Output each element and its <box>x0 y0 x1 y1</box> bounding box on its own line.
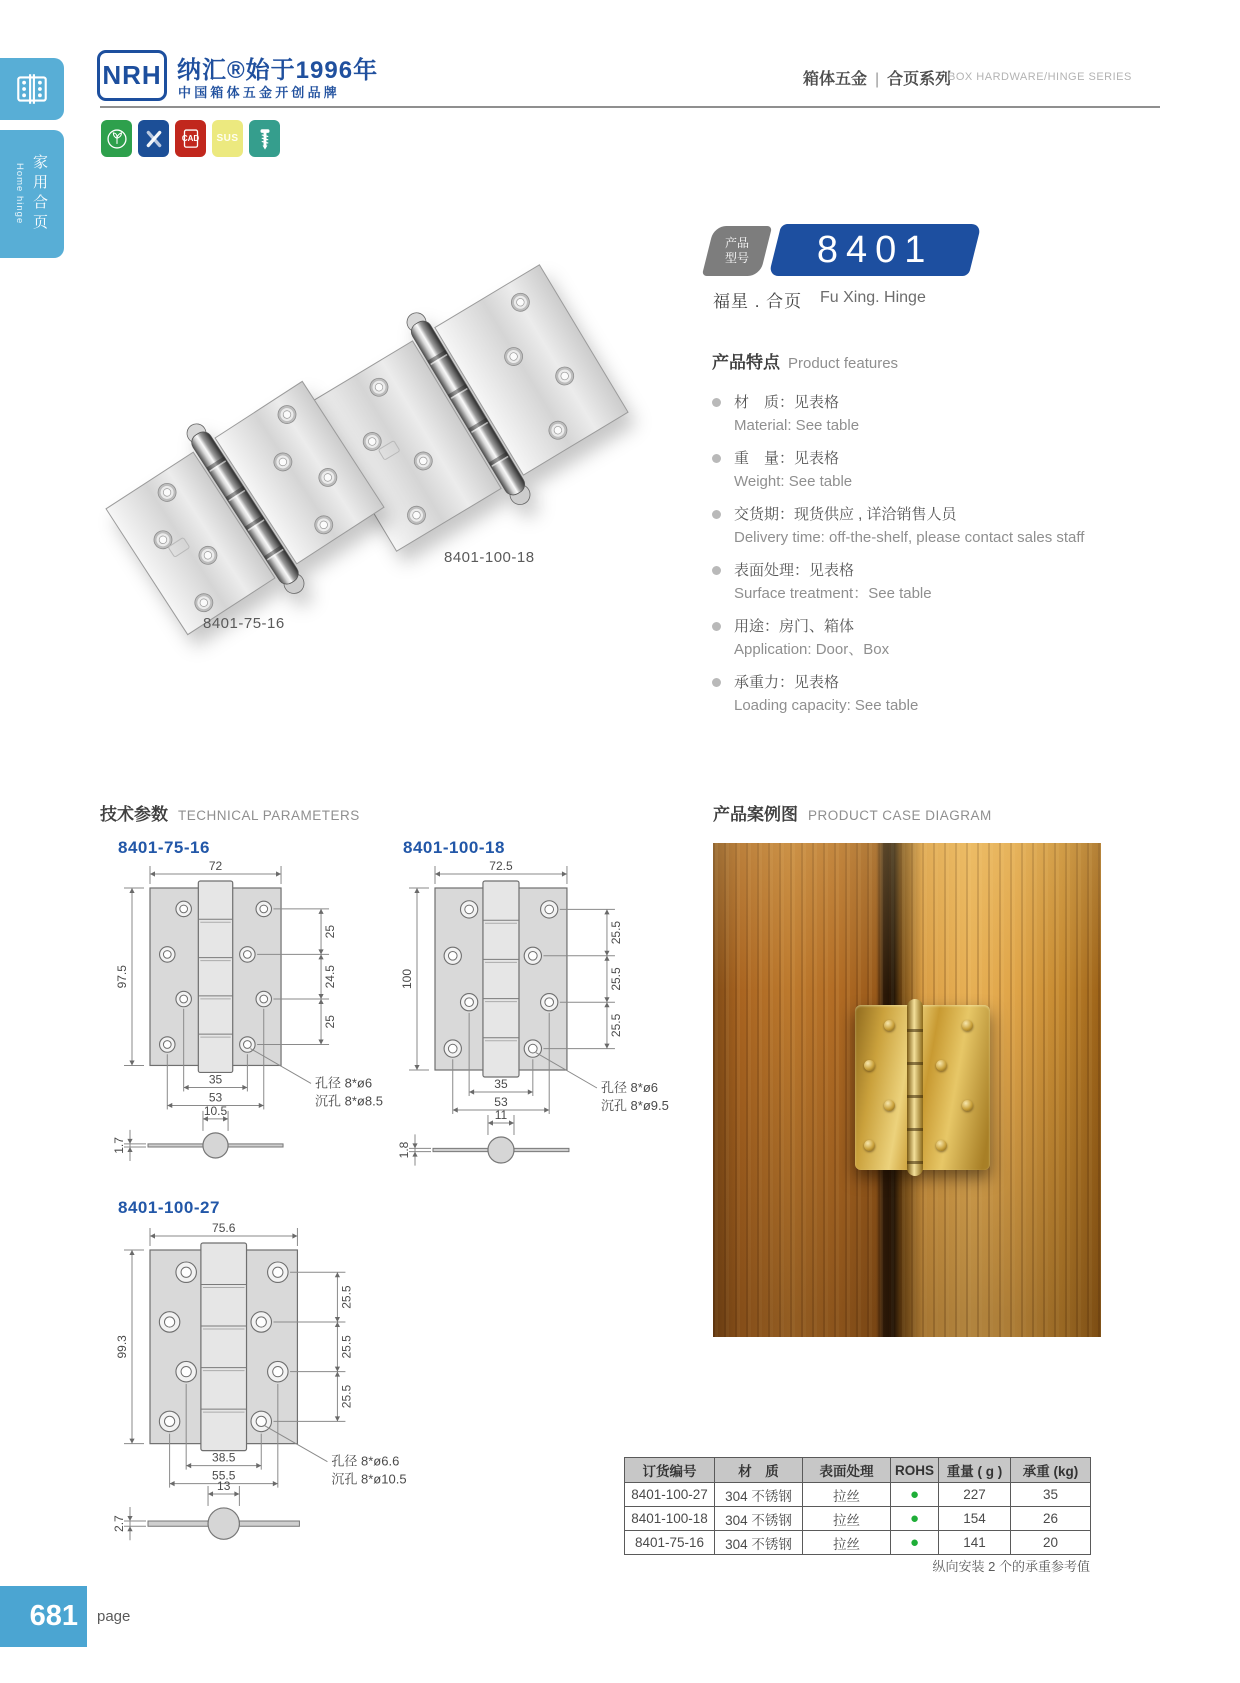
dimension-diagram <box>100 1222 422 1559</box>
page-number-box: 681 <box>0 1586 87 1647</box>
brand-slogan: 纳汇®始于1996年 <box>177 57 379 84</box>
cad-icon <box>175 120 206 157</box>
series-title-en: BOX HARDWARE/HINGE SERIES <box>948 71 1132 83</box>
sus-icon <box>212 120 243 157</box>
dim-label: 沉孔 8*ø9.5 <box>600 1098 669 1113</box>
header-rule <box>100 106 1160 108</box>
hinge-icon <box>14 70 50 108</box>
sus-icon-label: SUS <box>216 133 239 144</box>
rohs-dot: ● <box>909 1534 920 1551</box>
hinge-dimension-drawing <box>100 1222 422 1554</box>
dim-label: 53 <box>208 1090 223 1105</box>
feature-item: 重 量：见表格 Weight: See table <box>712 447 1132 493</box>
dim-label: 97.5 <box>115 965 129 989</box>
case-photo-hinge <box>855 1005 990 1170</box>
diagram-title: 8401-100-27 <box>118 1198 220 1217</box>
cad-icon-label: CAD <box>181 134 200 143</box>
dim-label: 25.5 <box>339 1384 354 1409</box>
screw-icon <box>249 120 280 157</box>
table-row: 8401-75-16 304 不锈钢 拉丝 ● 141 20 <box>625 1531 1091 1555</box>
dim-label: 25.5 <box>608 967 623 991</box>
rohs-dot: ● <box>909 1510 920 1527</box>
brand-subline: 中国箱体五金开创品牌 <box>178 85 341 100</box>
product-case-header: 产品案例图 PRODUCT CASE DIAGRAM <box>713 805 992 824</box>
dim-label: 99.3 <box>115 1335 129 1359</box>
photo-label-large: 8401-100-18 <box>444 549 535 566</box>
series-title: 箱体五金 | 合页系列 <box>803 71 952 88</box>
product-photo-hinge <box>70 358 420 658</box>
dim-label: 25.5 <box>339 1285 354 1309</box>
dim-label: 72.5 <box>489 860 513 873</box>
dim-label: 38.5 <box>212 1450 236 1465</box>
dim-label: 沉孔 8*ø8.5 <box>315 1093 383 1109</box>
dimension-diagram <box>100 860 406 1180</box>
diagram-title: 8401-100-18 <box>403 838 505 857</box>
dim-label: 72 <box>208 860 223 873</box>
dim-label: 孔径 8*ø6.6 <box>331 1453 400 1469</box>
nrh-logo: NRH <box>97 50 167 101</box>
design-icon <box>138 120 169 157</box>
table-row: 8401-100-27 304 不锈钢 拉丝 ● 227 35 <box>625 1483 1091 1507</box>
divider-pipe: | <box>875 71 880 88</box>
feature-item: 材 质：见表格 Material: See table <box>712 391 1132 437</box>
dim-label: 25.5 <box>608 1013 623 1038</box>
dim-label: 53 <box>494 1095 508 1109</box>
feature-item: 交货期：现货供应 , 详洽销售人员 Delivery time: off-the-shelf, please contact sales staff <box>712 503 1132 549</box>
dim-label: 25 <box>323 1015 338 1029</box>
dim-label: 100 <box>400 968 414 990</box>
product-name-cn: 福星 . 合页 <box>713 292 803 311</box>
dim-label: 75.6 <box>212 1222 236 1235</box>
dimension-diagram <box>385 860 692 1185</box>
hinge-dimension-drawing <box>385 860 692 1180</box>
model-number-badge: 8401 <box>769 224 982 276</box>
dim-label: 1.8 <box>397 1141 411 1159</box>
spec-table-header-row: 订货编号 材 质 表面处理 ROHS 重量 ( g ) 承重 (kg) <box>625 1458 1091 1483</box>
product-case-photo <box>713 843 1101 1337</box>
dim-label: 25.5 <box>608 920 623 945</box>
page-word: page <box>97 1608 131 1625</box>
dim-label: 13 <box>217 1478 231 1493</box>
sidebar-hinge-tab <box>0 58 64 120</box>
feature-item: 表面处理：见表格 Surface treatment：See table <box>712 559 1132 605</box>
sidebar-category-tab <box>0 130 64 258</box>
case-hinge-knuckle <box>907 999 923 1176</box>
dim-label: 孔径 8*ø6 <box>315 1075 373 1091</box>
dim-label: 2.7 <box>112 1515 126 1532</box>
dim-label: 25.5 <box>339 1335 354 1359</box>
product-features <box>712 348 1132 727</box>
table-note: 纵向安装 2 个的承重参考值 <box>932 1559 1090 1574</box>
photo-label-small: 8401-75-16 <box>203 615 285 632</box>
dim-label: 35 <box>208 1072 223 1087</box>
features-title: 产品特点 Product features <box>712 353 899 372</box>
technical-parameters-header: 技术参数 TECHNICAL PARAMETERS <box>100 805 360 824</box>
eco-icon <box>101 120 132 157</box>
dim-label: 1.7 <box>112 1137 126 1154</box>
dim-label: 55.5 <box>212 1468 236 1483</box>
dim-label: 25 <box>323 925 338 939</box>
dim-label: 35 <box>494 1077 508 1091</box>
dim-label: 10.5 <box>203 1103 228 1118</box>
dim-label: 24.5 <box>323 965 338 989</box>
spec-table <box>624 1457 1091 1555</box>
sidebar-category-en: Home hinge <box>14 163 25 225</box>
product-name-en: Fu Xing. Hinge <box>820 289 926 306</box>
table-row: 8401-100-18 304 不锈钢 拉丝 ● 154 26 <box>625 1507 1091 1531</box>
feature-item: 用途：房门、箱体 Application: Door、Box <box>712 615 1132 661</box>
rohs-dot: ● <box>909 1486 920 1503</box>
feature-item: 承重力：见表格 Loading capacity: See table <box>712 671 1132 717</box>
spec-table-wrap <box>624 1457 1090 1555</box>
dim-label: 沉孔 8*ø10.5 <box>331 1471 407 1487</box>
model-prefix-badge: 产品 型号 <box>702 226 772 276</box>
cert-icons-row <box>101 120 280 157</box>
diagram-title: 8401-75-16 <box>118 838 210 857</box>
dim-label: 11 <box>494 1107 508 1122</box>
hinge-dimension-drawing <box>100 860 406 1175</box>
dim-label: 孔径 8*ø6 <box>600 1080 659 1095</box>
sidebar-category-cn: 家用合页 <box>31 154 48 234</box>
